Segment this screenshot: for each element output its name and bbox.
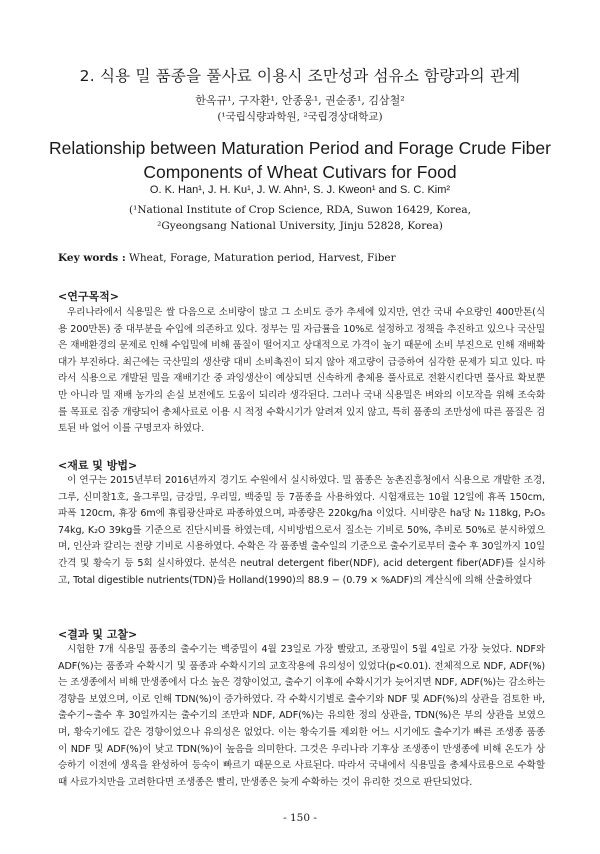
- english-affiliation-line2: ²Gyeongsang National University, Jinju 52828, Korea): [157, 220, 443, 232]
- section-heading-methods: <재료 및 방법>: [58, 459, 138, 472]
- section-heading-results: <결과 및 고찰>: [58, 628, 138, 641]
- section-body-results: 시험한 7개 식용밀 품종의 출수기는 백중밀이 4월 23일로 가장 빨랐고, 조광밀이 5월 4일로 가장 늦었다. NDF와 ADF(%)는 품종과 수확시기 및 품종과 수확시기의 교호작용에 유의성이 있었다(p<0.01). 전체적으로 NDF, ADF(%)는 조생종에서 비해 만생종에서 다소 높은 경향이었고, 출수기 이후에 수확시기가 늦어지면 NDF, ADF(%)는 감소하는 경향을 보였으며, 이로 인해 TDN(%)이 증가하였다. 각 수확시기별로 출수기와 NDF 및 ADF(%)의 상관을 검토한 바, 출수기~출수 후 30일까지는 출수기의 조만과 NDF, ADF(%)는 유의한 정의 상관을, TDN(%)은 부의 상관을 보였으며, 황숙기에도 같은 경향이었으나 유의성은 없었다. 이는 황숙기를 제외한 어느 시기에도 출수기가 빠른 조생종 품종이 NDF 및 ADF(%)이 낮고 TDN(%)이 높음을 의미한다. 그것은 우리나라 기후상 조생종이 만생종에 비해 온도가 상승하기 이전에 생육을 완성하여 등숙이 빠르기 때문으로 사료된다. 따라서 국내에서 식용밀을 총체사료용으로 수확할 때 사료가치만을 고려한다면 조생종은 빨리, 만생종은 늦게 수확하는 것이 유리한 것으로 판단되었다.: [58, 644, 545, 788]
- page-number: - 150 -: [283, 812, 317, 824]
- korean-title: 2. 식용 밀 품종을 풀사료 이용시 조만성과 섬유소 함량과의 관계: [79, 67, 521, 85]
- korean-authors: 한옥규¹, 구자환¹, 안종웅¹, 권순종¹, 김삼철²: [195, 94, 405, 107]
- english-affiliation-line1: (¹National Institute of Crop Science, RDA, Suwon 16429, Korea,: [129, 204, 471, 216]
- english-authors: O. K. Han¹, J. H. Ku¹, J. W. Ahn¹, S. J. Kweon¹ and S. C. Kim²: [149, 184, 451, 196]
- english-title-line2: Components of Wheat Cutivars for Food: [143, 162, 457, 182]
- keywords: [58, 252, 396, 264]
- english-title: [40, 136, 560, 184]
- section-body-purpose: 우리나라에서 식용밀은 쌀 다음으로 소비량이 많고 그 소비도 증가 추세에 있지만, 연간 국내 수요량인 400만톤(식용 200만톤) 중 대부분을 수입에 의존하고 있다. 정부는 밀 자급률을 10%로 설정하고 정책을 추진하고 있으나 국산밀은 재배환경의 문제로 인해 수입밀에 비해 품질이 떨어지고 상대적으로 가격이 높기 때문에 소비 부진으로 인해 재배확대가 부진하다. 최근에는 국산밀의 생산량 대비 소비촉진이 되지 않아 재고량이 급증하여 심각한 문제가 되고 있다. 따라서 식용으로 개발된 밀을 재배기간 중 과잉생산이 예상되면 신속하게 총체용 풀사료로 전환시킨다면 풀사료 확보뿐만 아니라 밀 재배 농가의 손실 보전에도 도움이 되리라 생각된다. 그러나 국내 식용밀은 벼와의 이모작을 위해 조숙화를 목표로 집중 개량되어 총체사료로 이용 시 적정 수확시기가 알려져 있지 않고, 특히 품종의 조만성에 따른 품질은 검토된 바 없어 이를 구명코자 하였다.: [58, 307, 545, 435]
- section-heading-purpose: <연구목적>: [58, 290, 119, 303]
- keywords-label: Key words :: [58, 252, 126, 264]
- english-title-line1: Relationship between Maturation Period and Forage Crude Fiber: [49, 138, 551, 158]
- english-affiliation: [0, 202, 600, 234]
- korean-affiliation: (¹국립식량과학원, ²국립경상대학교): [217, 111, 383, 123]
- keywords-text: Wheat, Forage, Maturation period, Harvest, Fiber: [129, 252, 396, 264]
- section-body-methods: 이 연구는 2015년부터 2016년까지 경기도 수원에서 실시하였다. 밀 품종은 농촌진흥청에서 식용으로 개발한 조경, 그루, 신미찰1호, 올그루밀, 금강밀, 우리밀, 백중밀 등 7품종을 사용하였다. 시험재료는 10월 12일에 휴폭 150cm, 파폭 120cm, 휴장 6m에 휴립광산파로 파종하였으며, 파종량은 220kg/ha 이었다. 시비량은 ha당 N₂ 118kg, P₂O₅ 74kg, K₂O 39kg를 기준으로 진단시비를 하였는데, 시비방법으로서 질소는 기비로 50%, 추비로 50%로 분시하였으며, 인산과 칼리는 전량 기비로 시용하였다. 수확은 각 품종별 출수일의 기준으로 출수기로부터 출수 후 30일까지 10일 간격 및 황숙기 등 5회 실시하였다. 분석은 neutral detergent fiber(NDF), acid detergent fiber(ADF)를 실시하고, Total digestible nutrients(TDN)을 Holland(1990)의 88.9 − (0.79 × %ADF)의 계산식에 의해 산출하였다: [58, 475, 545, 586]
